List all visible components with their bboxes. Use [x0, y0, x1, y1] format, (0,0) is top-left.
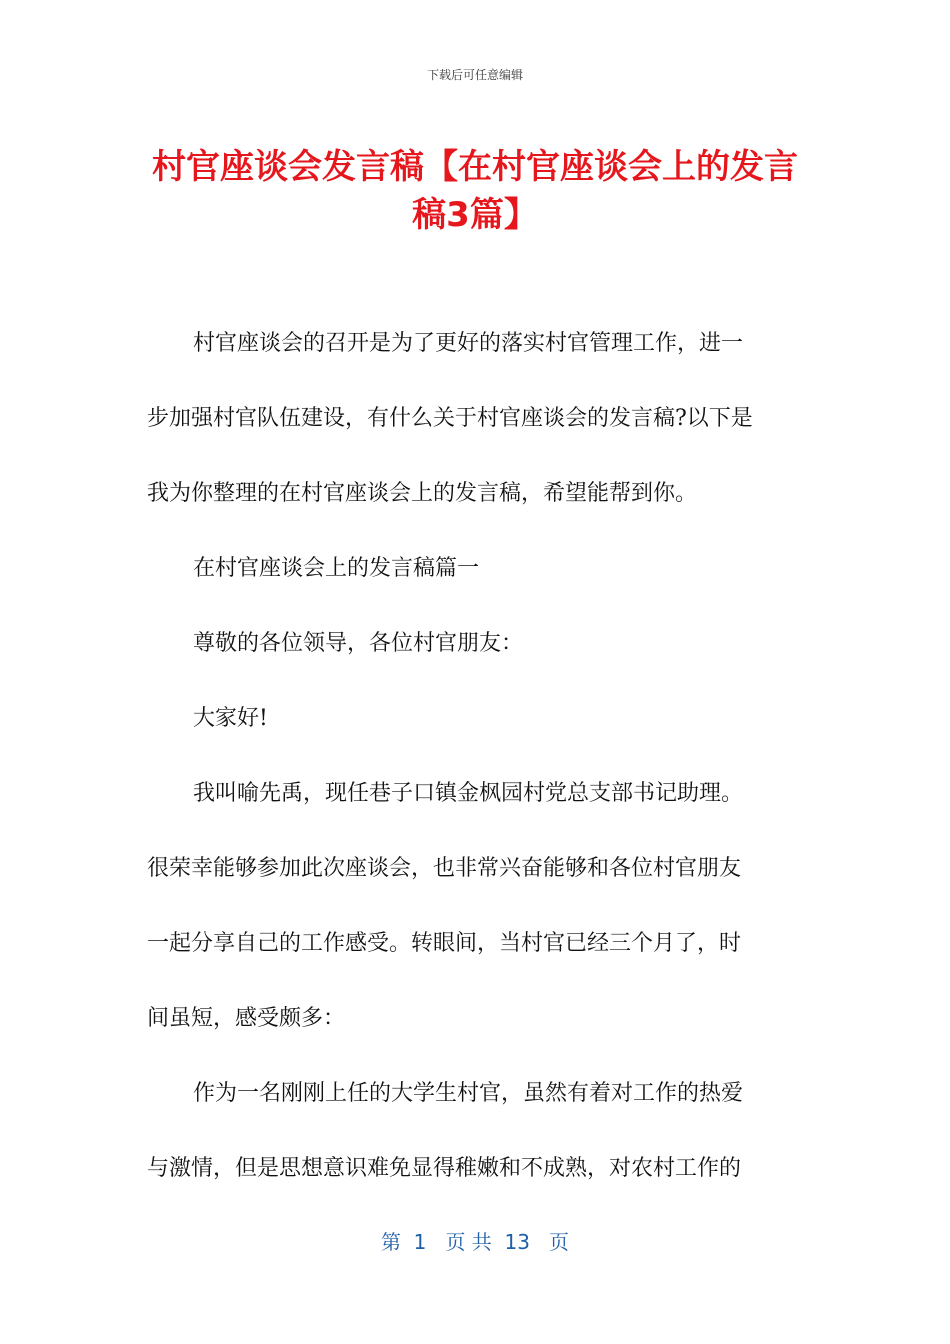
page-number: 第 1 页 共 13 页 [380, 1230, 570, 1254]
section-heading: 在村官座谈会上的发言稿篇一 [193, 556, 480, 581]
title-line-1: 村官座谈会发言稿【在村官座谈会上的发言 [152, 147, 798, 187]
paragraph-line: 很荣幸能够参加此次座谈会，也非常兴奋能够和各位村官朋友 [147, 856, 742, 881]
paragraph-line: 步加强村官队伍建设，有什么关于村官座谈会的发言稿?以下是 [147, 406, 753, 431]
paragraph-line: 作为一名刚刚上任的大学生村官，虽然有着对工作的热爱 [193, 1081, 744, 1106]
paragraph-line: 间虽短，感受颇多： [147, 1006, 346, 1031]
paragraph-line: 与激情，但是思想意识难免显得稚嫩和不成熟，对农村工作的 [147, 1156, 742, 1181]
salutation: 尊敬的各位领导，各位村官朋友： [193, 631, 524, 656]
paragraph-line: 我叫喻先禹，现任巷子口镇金枫园村党总支部书记助理。 [193, 781, 744, 806]
paragraph-line: 我为你整理的在村官座谈会上的发言稿，希望能帮到你。 [147, 481, 698, 506]
document-title [130, 143, 820, 239]
paragraph-line: 村官座谈会的召开是为了更好的落实村官管理工作，进一 [193, 331, 744, 356]
download-note: 下载后可任意编辑 [426, 68, 523, 82]
paragraph-line: 一起分享自己的工作感受。转眼间，当村官已经三个月了，时 [147, 931, 742, 956]
title-line-2: 稿3篇】 [412, 195, 538, 235]
greeting: 大家好! [193, 706, 268, 731]
